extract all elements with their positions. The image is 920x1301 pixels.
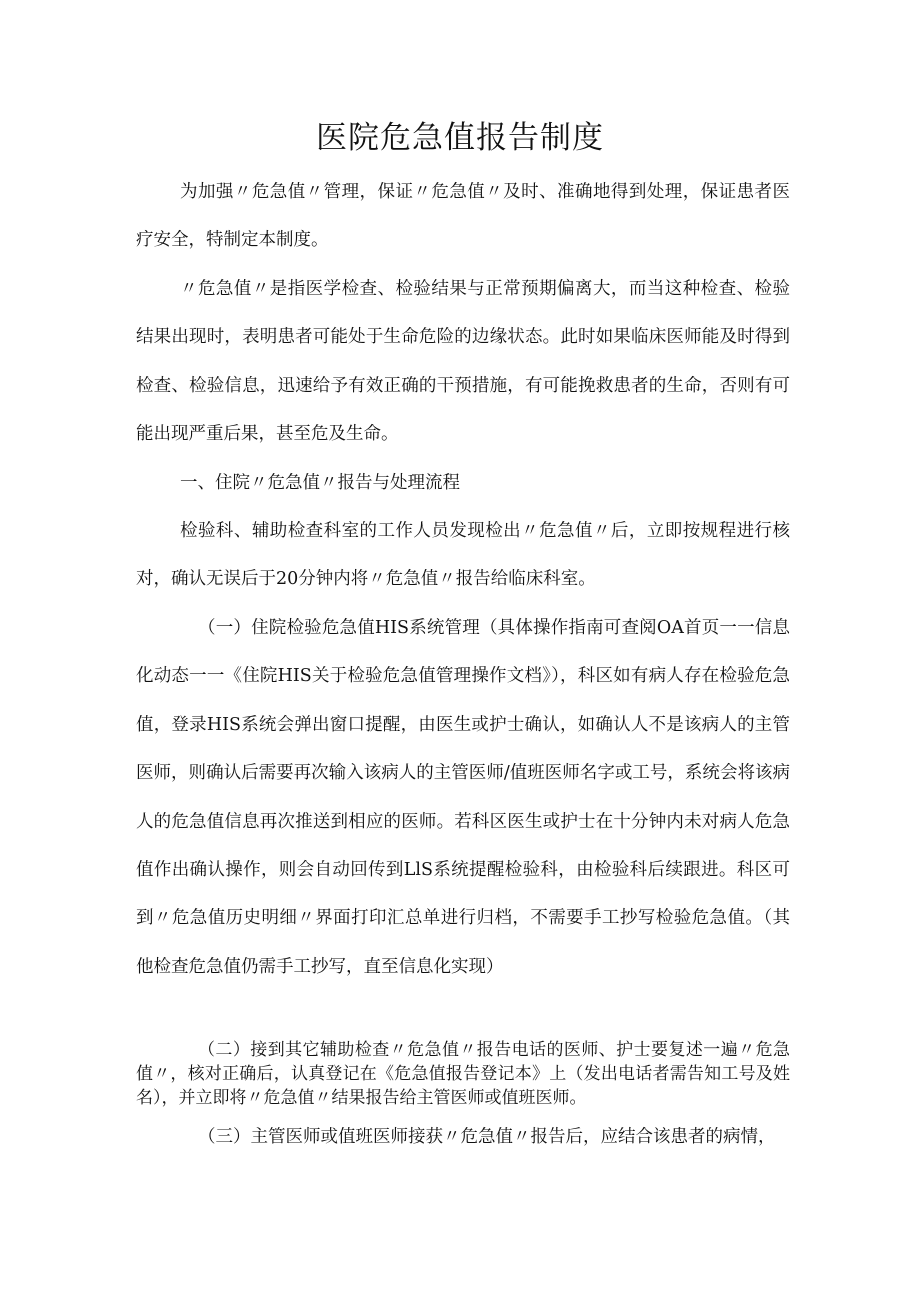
section-heading-inpatient: 一、住院〃危急值〃报告与处理流程 xyxy=(180,473,460,493)
paragraph-definition: 〃危急值〃是指医学检查、检验结果与正常预期偏离大，而当这种检查、检验结果出现时，表明患者可能处于生命危险的边缘状态。此时如果临床医师能及时得到检查、检验信息，迅速给予有效正确的干预措施，有可能挽救患者的生命，否则有可能出现严重后果，甚至危及生命。 xyxy=(136,279,790,445)
paragraph-phone-report: （二）接到其它辅助检查〃危急值〃报告电话的医师、护士要复述一遍〃危急值〃，核对正确后，认真登记在《危急值报告登记本》上（发出电话者需告知工号及姓名），并立即将〃危急值〃结果报告给主管医师或值班医师。 xyxy=(136,1040,790,1108)
paragraph-lab-verification: 检验科、辅助检查科室的工作人员发现检出〃危急值〃后，立即按规程进行核对，确认无误后于20分钟内将〃危急值〃报告给临床科室。 xyxy=(136,521,790,590)
paragraph-purpose: 为加强〃危急值〃管理，保证〃危急值〃及时、准确地得到处理，保证患者医疗安全，特制定本制度。 xyxy=(136,182,790,251)
paragraph-physician-action: （三）主管医师或值班医师接获〃危急值〃报告后，应结合该患者的病情， xyxy=(198,1127,776,1147)
document-title: 医院危急值报告制度 xyxy=(316,120,604,156)
paragraph-his-system: （一）住院检验危急值HIS系统管理（具体操作指南可查阅OA首页一一信息化动态一一《住院HIS关于检验危急值管理操作文档》），科区如有病人存在检验危急值，登录HIS系统会弹出窗口提醒，由医生或护士确认，如确认人不是该病人的主管医师，则确认后需要再次输入该病人的主管医师/值班医师名字或工号，系统会将该病人的危急值信息再次推送到相应的医师。若科区医生或护士在十分钟内未对病人危急值作出确认操作，则会自动回传到LlS系统提醒检验科，由检验科后续跟进。科区可到〃危急值历史明细〃界面打印汇总单进行归档，不需要手工抄写检验危急值。（其他检查危急值仍需手工抄写，直至信息化实现） xyxy=(136,618,790,977)
